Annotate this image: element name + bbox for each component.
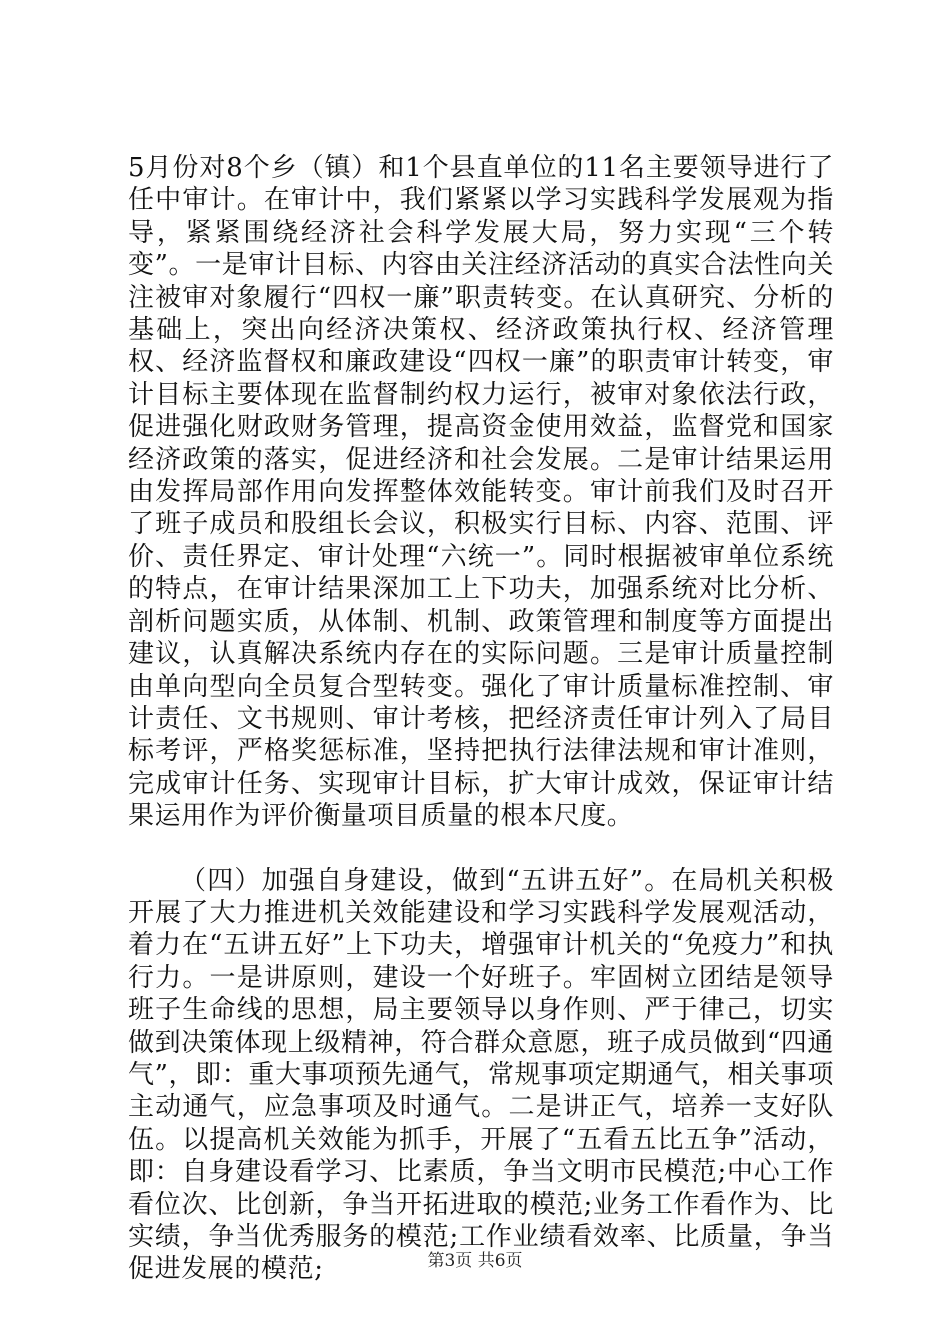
paragraph-audit-transformations: 5月份对8个乡（镇）和1个县直单位的11名主要领导进行了任中审计。在审计中，我们紧紧以学习实践科学发展观为指导，紧紧围绕经济社会科学发展大局，努力实现“三个转变”。一是审计目标、内容由关注经济活动的真实合法性向关注被审对象履行“四权一廉”职责转变。在认真研究、分析的基础上，突出向经济决策权、经济政策执行权、经济管理权、经济监督权和廉政建设“四权一廉”的职责审计转变，审计目标主要体现在监督制约权力运行，被审对象依法行政，促进强化财政财务管理，提高资金使用效益，监督党和国家经济政策的落实，促进经济和社会发展。二是审计结果运用由发挥局部作用向发挥整体效能转变。审计前我们及时召开了班子成员和股组长会议，积极实行目标、内容、范围、评价、责任界定、审计处理“六统一”。同时根据被审单位系统的特点，在审计结果深加工上下功夫，加强系统对比分析、剖析问题实质，从体制、机制、政策管理和制度等方面提出建议，认真解决系统内存在的实际问题。三是审计质量控制由单向型向全员复合型转变。强化了审计质量标准控制、审计责任、文书规则、审计考核，把经济责任审计列入了局目标考评，严格奖惩标准，坚持把执行法律法规和审计准则，完成审计任务、实现审计目标，扩大审计成效，保证审计结果运用作为评价衡量项目质量的根本尺度。 xyxy=(128,153,834,832)
page-number: 第3页 共6页 xyxy=(427,1251,523,1271)
paragraph-self-construction: （四）加强自身建设，做到“五讲五好”。在局机关积极开展了大力推进机关效能建设和学习实践科学发展观活动，着力在“五讲五好”上下功夫，增强审计机关的“免疫力”和执行力。一是讲原则，建设一个好班子。牢固树立团结是领导班子生命线的思想，局主要领导以身作则、严于律己，切实做到决策体现上级精神，符合群众意愿，班子成员做到“四通气”，即：重大事项预先通气，常规事项定期通气，相关事项主动通气，应急事项及时通气。二是讲正气，培养一支好队伍。以提高机关效能为抓手，开展了“五看五比五争”活动，即：自身建设看学习、比素质，争当文明市民模范;中心工作看位次、比创新，争当开拓进取的模范;业务工作看作为、比实绩，争当优秀服务的模范;工作业绩看效率、比质量，争当促进发展的模范; xyxy=(128,865,834,1285)
document-body xyxy=(128,152,834,1286)
